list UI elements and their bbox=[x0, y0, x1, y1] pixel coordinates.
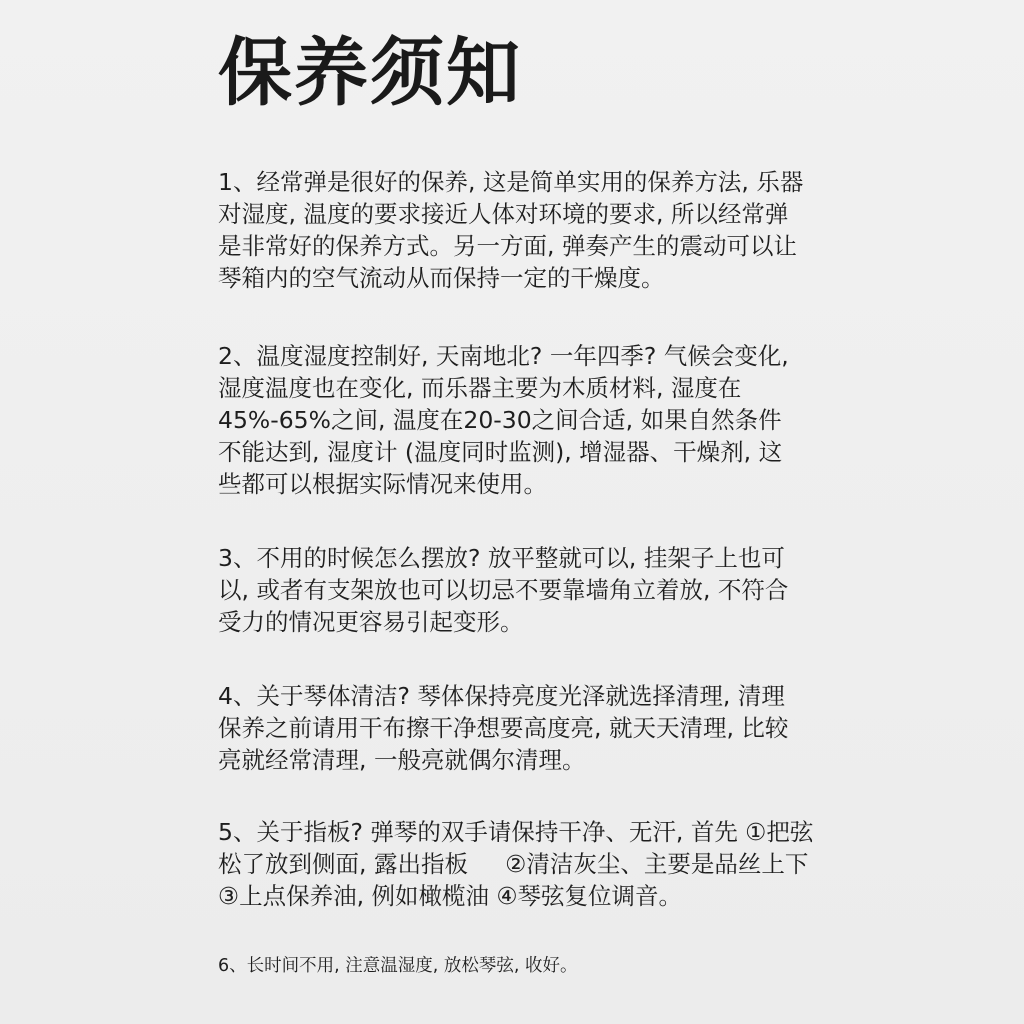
paragraph-line: 湿度温度也在变化, 而乐器主要为木质材料, 湿度在 bbox=[218, 374, 742, 402]
paragraph-line: 4、关于琴体清洁? 琴体保持亮度光泽就选择清理, 清理 bbox=[218, 682, 785, 710]
paragraph-5 bbox=[218, 816, 818, 912]
paragraph-1 bbox=[218, 166, 818, 294]
paragraph-line: 琴箱内的空气流动从而保持一定的干燥度。 bbox=[218, 264, 665, 292]
paragraph-line: 1、经常弹是很好的保养, 这是简单实用的保养方法, 乐器 bbox=[218, 168, 804, 196]
page-title: 保养须知 bbox=[218, 30, 522, 116]
paragraph-line: 45%-65%之间, 温度在20-30之间合适, 如果自然条件 bbox=[218, 406, 782, 434]
closing-note: 6、长时间不用, 注意温湿度, 放松琴弦, 收好。 bbox=[218, 956, 578, 976]
paragraph-line: 保养之前请用干布擦干净想要高度亮, 就天天清理, 比较 bbox=[218, 714, 789, 742]
paragraph-line: 2、温度湿度控制好, 天南地北? 一年四季? 气候会变化, bbox=[218, 342, 789, 370]
paragraph-line: 受力的情况更容易引起变形。 bbox=[218, 608, 524, 636]
paragraph-line: 不能达到, 湿度计 (温度同时监测), 增湿器、干燥剂, 这 bbox=[218, 438, 783, 466]
paragraph-line: 以, 或者有支架放也可以切忌不要靠墙角立着放, 不符合 bbox=[218, 576, 789, 604]
paragraph-line: 亮就经常清理, 一般亮就偶尔清理。 bbox=[218, 746, 586, 774]
paragraph-2 bbox=[218, 340, 818, 500]
paragraph-line: 5、关于指板? 弹琴的双手请保持干净、无汗, 首先 ①把弦 bbox=[218, 818, 814, 846]
paragraph-3 bbox=[218, 542, 818, 638]
paragraph-line: 松了放到侧面, 露出指板 ②清洁灰尘、主要是品丝上下 bbox=[218, 850, 809, 878]
paragraph-line: 对湿度, 温度的要求接近人体对环境的要求, 所以经常弹 bbox=[218, 200, 789, 228]
paragraph-4 bbox=[218, 680, 818, 776]
paragraph-line: 些都可以根据实际情况来使用。 bbox=[218, 470, 547, 498]
paragraph-line: ③上点保养油, 例如橄榄油 ④琴弦复位调音。 bbox=[218, 882, 683, 910]
paragraph-line: 3、不用的时候怎么摆放? 放平整就可以, 挂架子上也可 bbox=[218, 544, 785, 572]
paragraph-line: 是非常好的保养方式。另一方面, 弹奏产生的震动可以让 bbox=[218, 232, 797, 260]
